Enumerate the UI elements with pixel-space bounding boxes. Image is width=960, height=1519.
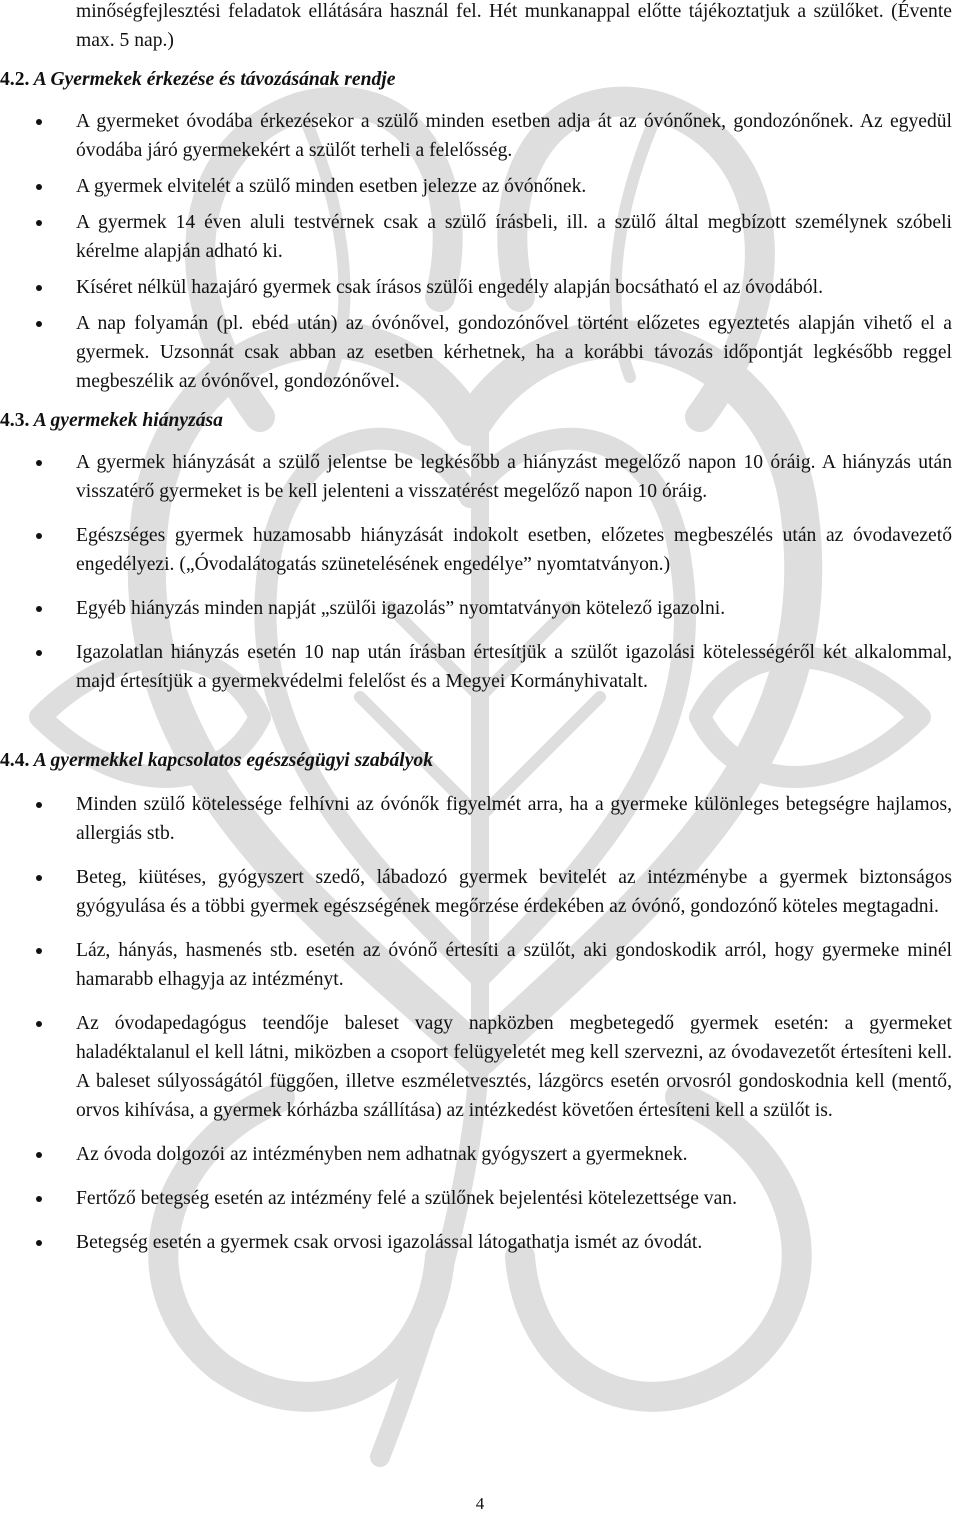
- list-item: Minden szülő kötelessége felhívni az óvónők figyelmét arra, ha a gyermeke különleges betegségre hajlamos, allergiás stb.: [76, 790, 952, 848]
- list-item: Egészséges gyermek huzamosabb hiányzását indokolt esetben, előzetes megbeszélés után az óvodavezető engedélyezi. („Óvodalátogatás szünetelésének engedélye” nyomtatványon.): [76, 521, 952, 579]
- list-item: Egyéb hiányzás minden napját „szülői igazolás” nyomtatványon kötelező igazolni.: [76, 594, 952, 623]
- section-title: A Gyermekek érkezése és távozásának rendje: [33, 69, 396, 90]
- bullet-dot-icon: [36, 285, 42, 291]
- list-item: Fertőző betegség esetén az intézmény felé a szülőnek bejelentési kötelezettsége van.: [76, 1184, 952, 1213]
- bullet-dot-icon: [36, 321, 42, 327]
- list-item: A gyermek elvitelét a szülő minden esetben jelezze az óvónőnek.: [76, 172, 952, 201]
- list-item: Láz, hányás, hasmenés stb. esetén az óvónő értesíti a szülőt, aki gondoskodik arról, hogy gyermeke minél hamarabb elhagyja az intézményt.: [76, 936, 952, 994]
- bullet-dot-icon: [36, 119, 42, 125]
- page-number: 4: [475, 1494, 485, 1513]
- list-item: Betegség esetén a gyermek csak orvosi igazolással látogathatja ismét az óvodát.: [76, 1228, 952, 1257]
- list-item: Kíséret nélkül hazajáró gyermek csak írásos szülői engedély alapján bocsátható el az óvodából.: [76, 273, 952, 302]
- section-heading-4-2: [0, 65, 952, 94]
- bullet-dot-icon: [36, 220, 42, 226]
- bullet-dot-icon: [36, 802, 42, 808]
- bullet-dot-icon: [36, 875, 42, 881]
- list-item: Az óvoda dolgozói az intézményben nem adhatnak gyógyszert a gyermeknek.: [76, 1140, 952, 1169]
- section-number: 4.2.: [0, 69, 30, 90]
- section-heading-4-4: [0, 746, 952, 775]
- list-item: Beteg, kiütéses, gyógyszert szedő, lábadozó gyermek bevitelét az intézménybe a gyermek biztonságos gyógyulása és a többi gyermek egészségének megőrzése érdekében az óvónő, gondozónő köteles megtagadni.: [76, 863, 952, 921]
- list-item: A gyermeket óvodába érkezésekor a szülő minden esetben adja át az óvónőnek, gondozónőnek. Az egyedül óvodába járó gyermekekért a szülőt terheli a felelősség.: [76, 107, 952, 165]
- list-item: Igazolatlan hiányzás esetén 10 nap után írásban értesítjük a szülőt igazolási kötelességéről két alkalommal, majd értesítjük a gyermekvédelmi felelőst és a Megyei Kormányhivatalt.: [76, 638, 952, 696]
- section-title: A gyermekek hiányzása: [33, 410, 223, 431]
- bullet-dot-icon: [36, 650, 42, 656]
- bullet-dot-icon: [36, 460, 42, 466]
- bullet-dot-icon: [36, 1152, 42, 1158]
- bullet-dot-icon: [36, 533, 42, 539]
- section-number: 4.4.: [0, 750, 30, 771]
- intro-paragraph: minőségfejlesztési feladatok ellátására használ fel. Hét munkanappal előtte tájékoztatjuk a szülőket. (Évente max. 5 nap.): [76, 1, 952, 51]
- bullet-dot-icon: [36, 606, 42, 612]
- section-heading-4-3: [0, 406, 952, 435]
- bullet-dot-icon: [36, 948, 42, 954]
- bullet-dot-icon: [36, 184, 42, 190]
- section-title: A gyermekkel kapcsolatos egészségügyi szabályok: [33, 750, 434, 771]
- bullet-dot-icon: [36, 1196, 42, 1202]
- list-item: A gyermek hiányzását a szülő jelentse be legkésőbb a hiányzást megelőző napon 10 óráig. A hiányzás után visszatérő gyermeket is be kell jelenteni a visszatérést megelőző napon 10 óráig.: [76, 448, 952, 506]
- list-item: A gyermek 14 éven aluli testvérnek csak a szülő írásbeli, ill. a szülő által megbízott személynek szóbeli kérelme alapján adható ki.: [76, 208, 952, 266]
- list-item: Az óvodapedagógus teendője baleset vagy napközben megbetegedő gyermek esetén: a gyermeket haladéktalanul el kell látni, miközben a csoport felügyeletét meg kell szervezni, az óvodavezetőt értesíteni kell. A baleset súlyosságától függően, illetve eszméletvesztés, lázgörcs esetén orvosról gondoskodnia kell (mentő, orvos kihívása, a gyermek kórházba szállítása) az intézkedést követően értesíteni kell a szülőt is.: [76, 1009, 952, 1125]
- bullet-dot-icon: [36, 1240, 42, 1246]
- section-number: 4.3.: [0, 410, 30, 431]
- list-item: A nap folyamán (pl. ebéd után) az óvónővel, gondozónővel történt előzetes egyeztetés alapján vihető el a gyermek. Uzsonnát csak abban az esetben kérhetnek, ha a korábbi távozás időpontját legkésőbb reggel megbeszélik az óvónővel, gondozónővel.: [76, 309, 952, 396]
- bullet-dot-icon: [36, 1021, 42, 1027]
